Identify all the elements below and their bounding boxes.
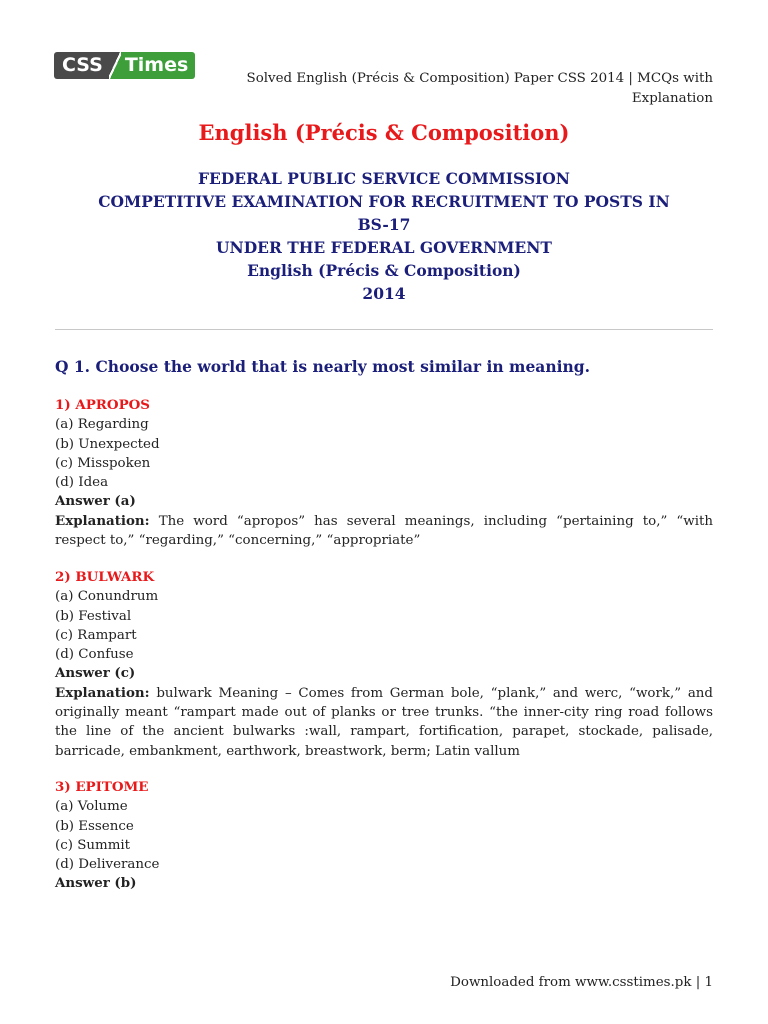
exam-subheadings — [60, 167, 708, 305]
logo-slash — [109, 52, 121, 79]
running-header-line-2: Explanation — [631, 91, 713, 106]
mcq-option: (d) Idea — [55, 475, 109, 491]
logo-times-text: Times — [121, 52, 195, 79]
mcq-explanation — [55, 684, 713, 761]
mcq-item-1 — [55, 396, 713, 550]
mcq-option: (c) Rampart — [55, 627, 137, 643]
mcq-answer: Answer (c) — [55, 665, 136, 682]
subheading: 2014 — [362, 284, 406, 303]
explanation-label: Explanation: — [55, 684, 150, 701]
page-title: English (Précis & Composition) — [198, 120, 570, 145]
mcq-option: (a) Regarding — [55, 417, 149, 433]
mcq-option: (a) Volume — [55, 799, 128, 815]
explanation-text: bulwark Meaning – Comes from German bole, “plank,” and werc, “work,” and originally meant “rampart made out of planks or tree trunks. “the inner-city ring road follows the line of the ancient bulwarks :wall, rampart, fortification, parapet, stockade, palisade, barricade, embankment, earthwork, breastwork, berm; Latin vallum — [55, 685, 713, 759]
mcq-word: 1) APROPOS — [55, 397, 150, 413]
mcq-answer: Answer (b) — [55, 875, 137, 892]
subheading: English (Précis & Composition) — [247, 261, 521, 280]
mcq-option: (b) Essence — [55, 818, 134, 834]
mcq-word: 3) EPITOME — [55, 779, 149, 795]
mcq-explanation — [55, 512, 713, 551]
css-times-logo — [54, 52, 195, 79]
mcq-answer: Answer (a) — [55, 493, 136, 510]
running-header — [193, 69, 713, 109]
subheading: COMPETITIVE EXAMINATION FOR RECRUITMENT TO POSTS IN — [98, 192, 670, 211]
mcq-item-2 — [55, 568, 713, 761]
running-header-line-1: Solved English (Précis & Composition) Paper CSS 2014 | MCQs with — [246, 71, 713, 86]
mcq-option: (a) Conundrum — [55, 589, 159, 605]
mcq-option: (d) Deliverance — [55, 857, 160, 873]
horizontal-divider — [55, 329, 713, 330]
mcq-word: 2) BULWARK — [55, 569, 155, 585]
mcq-option: (c) Misspoken — [55, 455, 151, 471]
subheading: UNDER THE FEDERAL GOVERNMENT — [216, 238, 552, 257]
explanation-text: The word “apropos” has several meanings, including “pertaining to,” “with respect to,” “regarding,” “concerning,” “appropriate” — [55, 513, 713, 549]
mcq-option: (b) Festival — [55, 608, 132, 624]
mcq-item-3 — [55, 778, 713, 894]
subheading: FEDERAL PUBLIC SERVICE COMMISSION — [198, 169, 570, 188]
mcq-option: (d) Confuse — [55, 647, 134, 663]
subheading: BS-17 — [357, 215, 411, 234]
question-heading: Q 1. Choose the world that is nearly most similar in meaning. — [55, 357, 591, 376]
mcq-option: (b) Unexpected — [55, 436, 160, 452]
explanation-label: Explanation: — [55, 512, 150, 529]
mcq-option: (c) Summit — [55, 837, 131, 853]
logo-css-text: CSS — [54, 52, 109, 79]
page-footer: Downloaded from www.csstimes.pk | 1 — [450, 975, 713, 990]
